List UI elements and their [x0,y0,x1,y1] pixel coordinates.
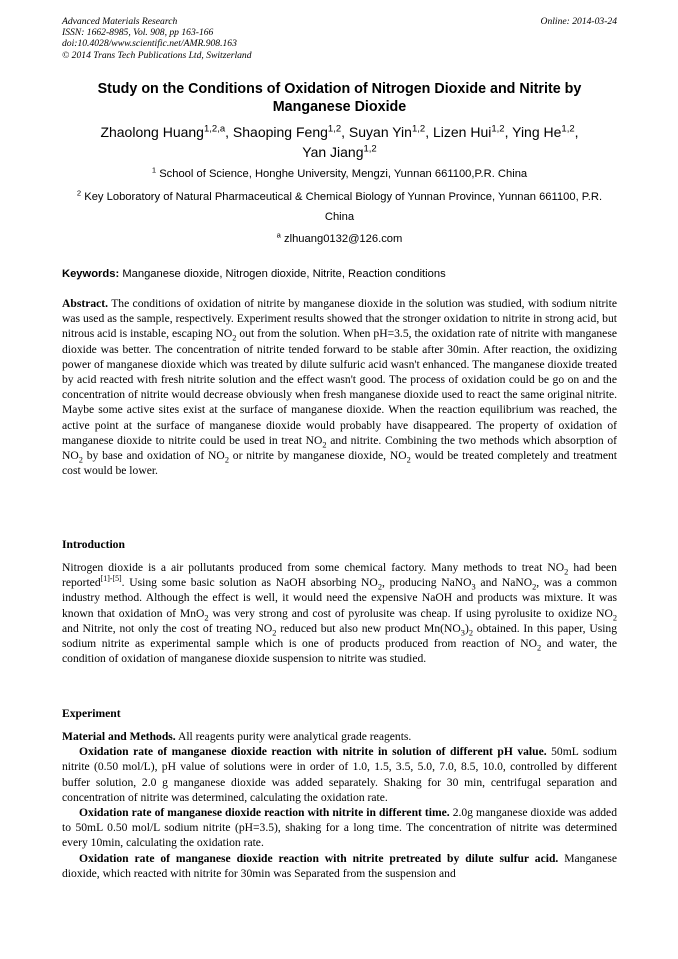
materials-paragraph [62,729,617,744]
abstract-text: out from the solution. When pH=3.5, the oxidation rate of nitrite with manganese dioxide was better. The concentration of nitrite tended forward to be stable after 30min. After reaction, the oxidizing power of manganese dioxide which was treated by dilute sulfuric acid wasn't enhanced. The manganese dioxide treated by acid reacted with fresh nitrite solution and the effect wasn't good. The process of oxidation could be go on and the concentration of nitrite would decrease obviously when fresh manganese dioxide used to react the same original nitrite. Maybe some active sites exist at the surface of manganese dioxide. When the reaction equilibrium was reached, the active point at the surface of manganese dioxide would probably have disappeared. The property of oxidation of manganese dioxide to nitrite could be used in treat NO [62,327,617,447]
author-name: Lizen Hui [432,124,492,140]
subscript: 2 [78,455,83,465]
introduction-heading: Introduction [62,538,125,551]
abstract-text: would be treated completely and treatment cost would be lower. [62,449,618,478]
subscript: 2 [536,643,542,653]
abstract-text: and nitrite. Combining the two methods which absorption of NO [62,433,617,463]
affiliation-text: School of Science, Honghe University, Mengzi, Yunnan 661100,P.R. China [159,168,528,180]
intro-text: and NaNO [480,576,533,590]
materials-label: Material and Methods. [62,730,176,743]
keywords [62,266,617,282]
author-name: Suyan Yin [348,124,412,140]
intro-text: and water, the condition of oxidation of manganese dioxide suspension to nitrite was studied. [62,637,617,666]
author-affiliation-mark: 1,2 [491,123,505,135]
subscript: 2 [322,440,327,450]
experiment-heading: Experiment [62,707,121,720]
author-separator: , [574,124,579,140]
intro-text: was very strong and cost of pyrolusite was cheap. If using pyrolusite to oxidize NO [212,606,613,620]
keywords-text: Manganese dioxide, Nitrogen dioxide, Nitrite, Reaction conditions [122,268,446,280]
affiliation-2 [62,187,617,227]
affiliation-text: Key Loboratory of Natural Pharmaceutical & Chemical Biology of Yunnan Province, Yunnan 661100, P.R. China [84,191,603,223]
journal-name: Advanced Materials Research [62,16,178,27]
intro-text: had been reported [62,561,617,590]
subscript: 2 [272,628,277,638]
intro-text: ) [464,621,469,635]
subscript: 2 [612,612,618,622]
doi: doi:10.4028/www.scientific.net/AMR.908.163 [62,38,237,50]
method-paragraph-1 [62,744,617,805]
paper-title: Study on the Conditions of Oxidation of Nitrogen Dioxide and Nitrite by Manganese Dioxide [97,81,582,115]
abstract-text: or nitrite by manganese dioxide, NO [232,449,407,463]
online-date: Online: 2014-03-24 [540,16,617,27]
affiliation-mark: 1 [151,165,157,175]
subscript: 2 [204,612,209,622]
subscript: 2 [224,455,229,465]
affiliation-1 [62,164,617,184]
abstract-text: The conditions of oxidation of nitrite by manganese dioxide in the solution was studied, with sodium nitrite was used as the sample, respectively. Experiment results showed that the stronger oxidation to nitrite in strong acid, but nitrous acid is instable, escaping NO [62,297,617,341]
issn: ISSN: 1662-8985, Vol. 908, pp 163-166 [62,27,214,39]
affiliation-mark: 2 [76,188,82,198]
keywords-label: Keywords: [62,268,120,280]
method-label: Oxidation rate of manganese dioxide reaction with nitrite in different time. [79,806,450,820]
author-name: Yan Jiang [302,144,364,160]
author-affiliation-mark: 1,2 [327,123,342,135]
subscript: 3 [460,628,465,638]
method-paragraph-2 [62,805,617,851]
materials-text: All reagents purity were analytical grade reagents. [177,730,412,743]
author-affiliation-mark: 1,2 [411,123,426,135]
journal-header [62,16,617,61]
method-label: Oxidation rate of manganese dioxide reaction with nitrite in solution of different pH value. [79,745,547,759]
intro-text: and Nitrite, not only the cost of treating NO [62,621,273,635]
intro-text: reduced but also new product Mn(NO [280,621,461,635]
author-affiliation-mark: 1,2,a [203,123,226,135]
intro-text: , producing NaNO [381,576,472,590]
method-paragraph-3 [62,851,617,881]
abstract-label: Abstract. [62,297,109,310]
subscript: 2 [532,582,537,592]
intro-text: Nitrogen dioxide is a air pollutants produced from some chemical factory. Many methods to treat NO [62,561,565,574]
abstract [62,296,617,478]
corresponding-email [62,229,617,249]
subscript: 2 [232,333,237,343]
subscript: 2 [564,567,569,577]
method-text: 50mL sodium nitrite (0.50 mol/L), pH value of solutions were in order of 1.0, 1.5, 3.5, 5.0, 7.0, 8.5, 10.0, controlled by different buffer solution, 2.0 g manganese dioxide was added separately. Shaking for 30 min, centrifugal separation and concentration of nitrite was determined, calculating the oxidation rate. [62,745,617,804]
experiment-section [62,729,617,881]
author-affiliation-mark: 1,2 [561,123,575,135]
subscript: 2 [468,628,473,638]
copyright: © 2014 Trans Tech Publications Ltd, Switzerland [62,49,252,61]
intro-text: obtained. In this paper, Using sodium nitrite as experimental sample which is one of products produced from reaction of NO [62,621,618,651]
method-label: Oxidation rate of manganese dioxide reaction with nitrite pretreated by dilute sulfur acid. [79,851,559,865]
author-affiliation-mark: 1,2 [363,143,377,155]
method-text: Manganese dioxide, which reacted with nitrite for 30min was Separated from the suspension and [62,851,617,880]
abstract-text: by base and oxidation of NO [86,449,225,463]
email-address[interactable]: zlhuang0132@126.com [284,233,403,245]
citation-ref[interactable]: [1]-[5] [100,574,122,584]
subscript: 2 [406,455,411,465]
method-text: 2.0g manganese dioxide was added to 50mL 0.50 mol/L sodium nitrite (pH=3.5), shaking for a long time. The concentration of nitrite was determined every 10min, calculating the oxidation rate. [62,806,618,850]
author-name: Zhaolong Huang [100,124,204,140]
intro-text: . Using some basic solution as NaOH absorbing NO [121,576,378,590]
subscript: 2 [377,582,382,592]
email-mark: a [276,230,281,240]
author-separator: , [225,124,233,140]
author-separator: , [504,124,513,140]
author-separator: , [425,124,433,140]
introduction-paragraph [62,560,617,666]
author-name: Shaoping Feng [232,124,328,140]
author-separator: , [341,124,349,140]
author-list [62,122,617,162]
author-name: Ying He [512,124,562,140]
intro-text: , was a common industry method. Although the effect is well, it would need the expensive NaOH and products was mixture. It was known that oxidation of MnO [62,576,618,620]
subscript: 3 [471,582,476,592]
